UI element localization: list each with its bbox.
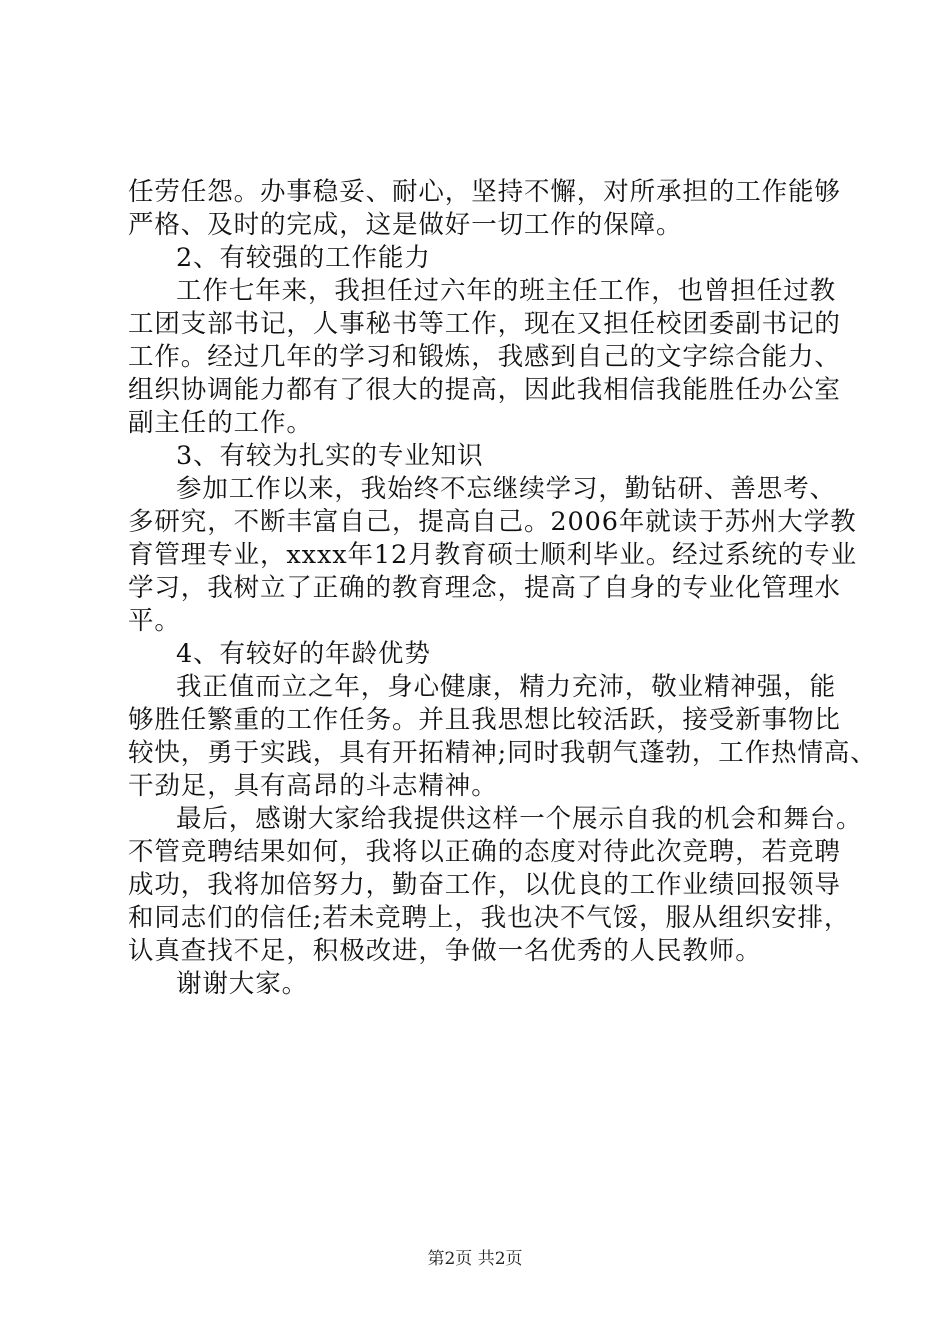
section-heading: 2、有较强的工作能力 — [176, 243, 431, 273]
body-line: 任劳任怨。办事稳妥、耐心，坚持不懈，对所承担的工作能够 — [128, 177, 841, 207]
body-line: 成功，我将加倍努力，勤奋工作，以优良的工作业绩回报领导 — [128, 870, 841, 900]
closing-line: 谢谢大家。 — [176, 969, 309, 999]
paragraph-first-line: 最后，感谢大家给我提供这样一个展示自我的机会和舞台。 — [176, 804, 863, 834]
paragraph-first-line: 我正值而立之年，身心健康，精力充沛，敬业精神强，能 — [176, 672, 837, 702]
section-heading: 3、有较为扎实的专业知识 — [176, 441, 484, 471]
body-line: 工团支部书记，人事秘书等工作，现在又担任校团委副书记的 — [128, 309, 841, 339]
body-line: 不管竞聘结果如何，我将以正确的态度对待此次竞聘，若竞聘 — [128, 837, 841, 867]
body-line: 够胜任繁重的工作任务。并且我思想比较活跃，接受新事物比 — [128, 705, 841, 735]
body-line: 副主任的工作。 — [128, 408, 313, 438]
body-line: 组织协调能力都有了很大的提高，因此我相信我能胜任办公室 — [128, 375, 841, 405]
page-number-footer: 第2页 共2页 — [427, 1249, 523, 1269]
paragraph-first-line: 参加工作以来，我始终不忘继续学习，勤钻研、善思考、 — [176, 474, 837, 504]
body-line: 较快，勇于实践，具有开拓精神;同时我朝气蓬勃，工作热情高、 — [128, 738, 877, 768]
body-line: 多研究，不断丰富自己，提高自己。2006年就读于苏州大学教 — [128, 507, 857, 537]
paragraph-first-line: 工作七年来，我担任过六年的班主任工作，也曾担任过教 — [176, 276, 837, 306]
body-line: 严格、及时的完成，这是做好一切工作的保障。 — [128, 210, 683, 240]
body-line: 干劲足，具有高昂的斗志精神。 — [128, 771, 498, 801]
section-heading: 4、有较好的年龄优势 — [176, 639, 431, 669]
body-line: 和同志们的信任;若未竞聘上，我也决不气馁，服从组织安排， — [128, 903, 851, 933]
body-line: 认真查找不足，积极改进，争做一名优秀的人民教师。 — [128, 936, 762, 966]
body-line: 平。 — [128, 606, 181, 636]
body-line: 工作。经过几年的学习和锻炼，我感到自己的文字综合能力、 — [128, 342, 841, 372]
body-line: 学习，我树立了正确的教育理念，提高了自身的专业化管理水 — [128, 573, 841, 603]
body-line: 育管理专业，xxxx年12月教育硕士顺利毕业。经过系统的专业 — [128, 540, 857, 570]
